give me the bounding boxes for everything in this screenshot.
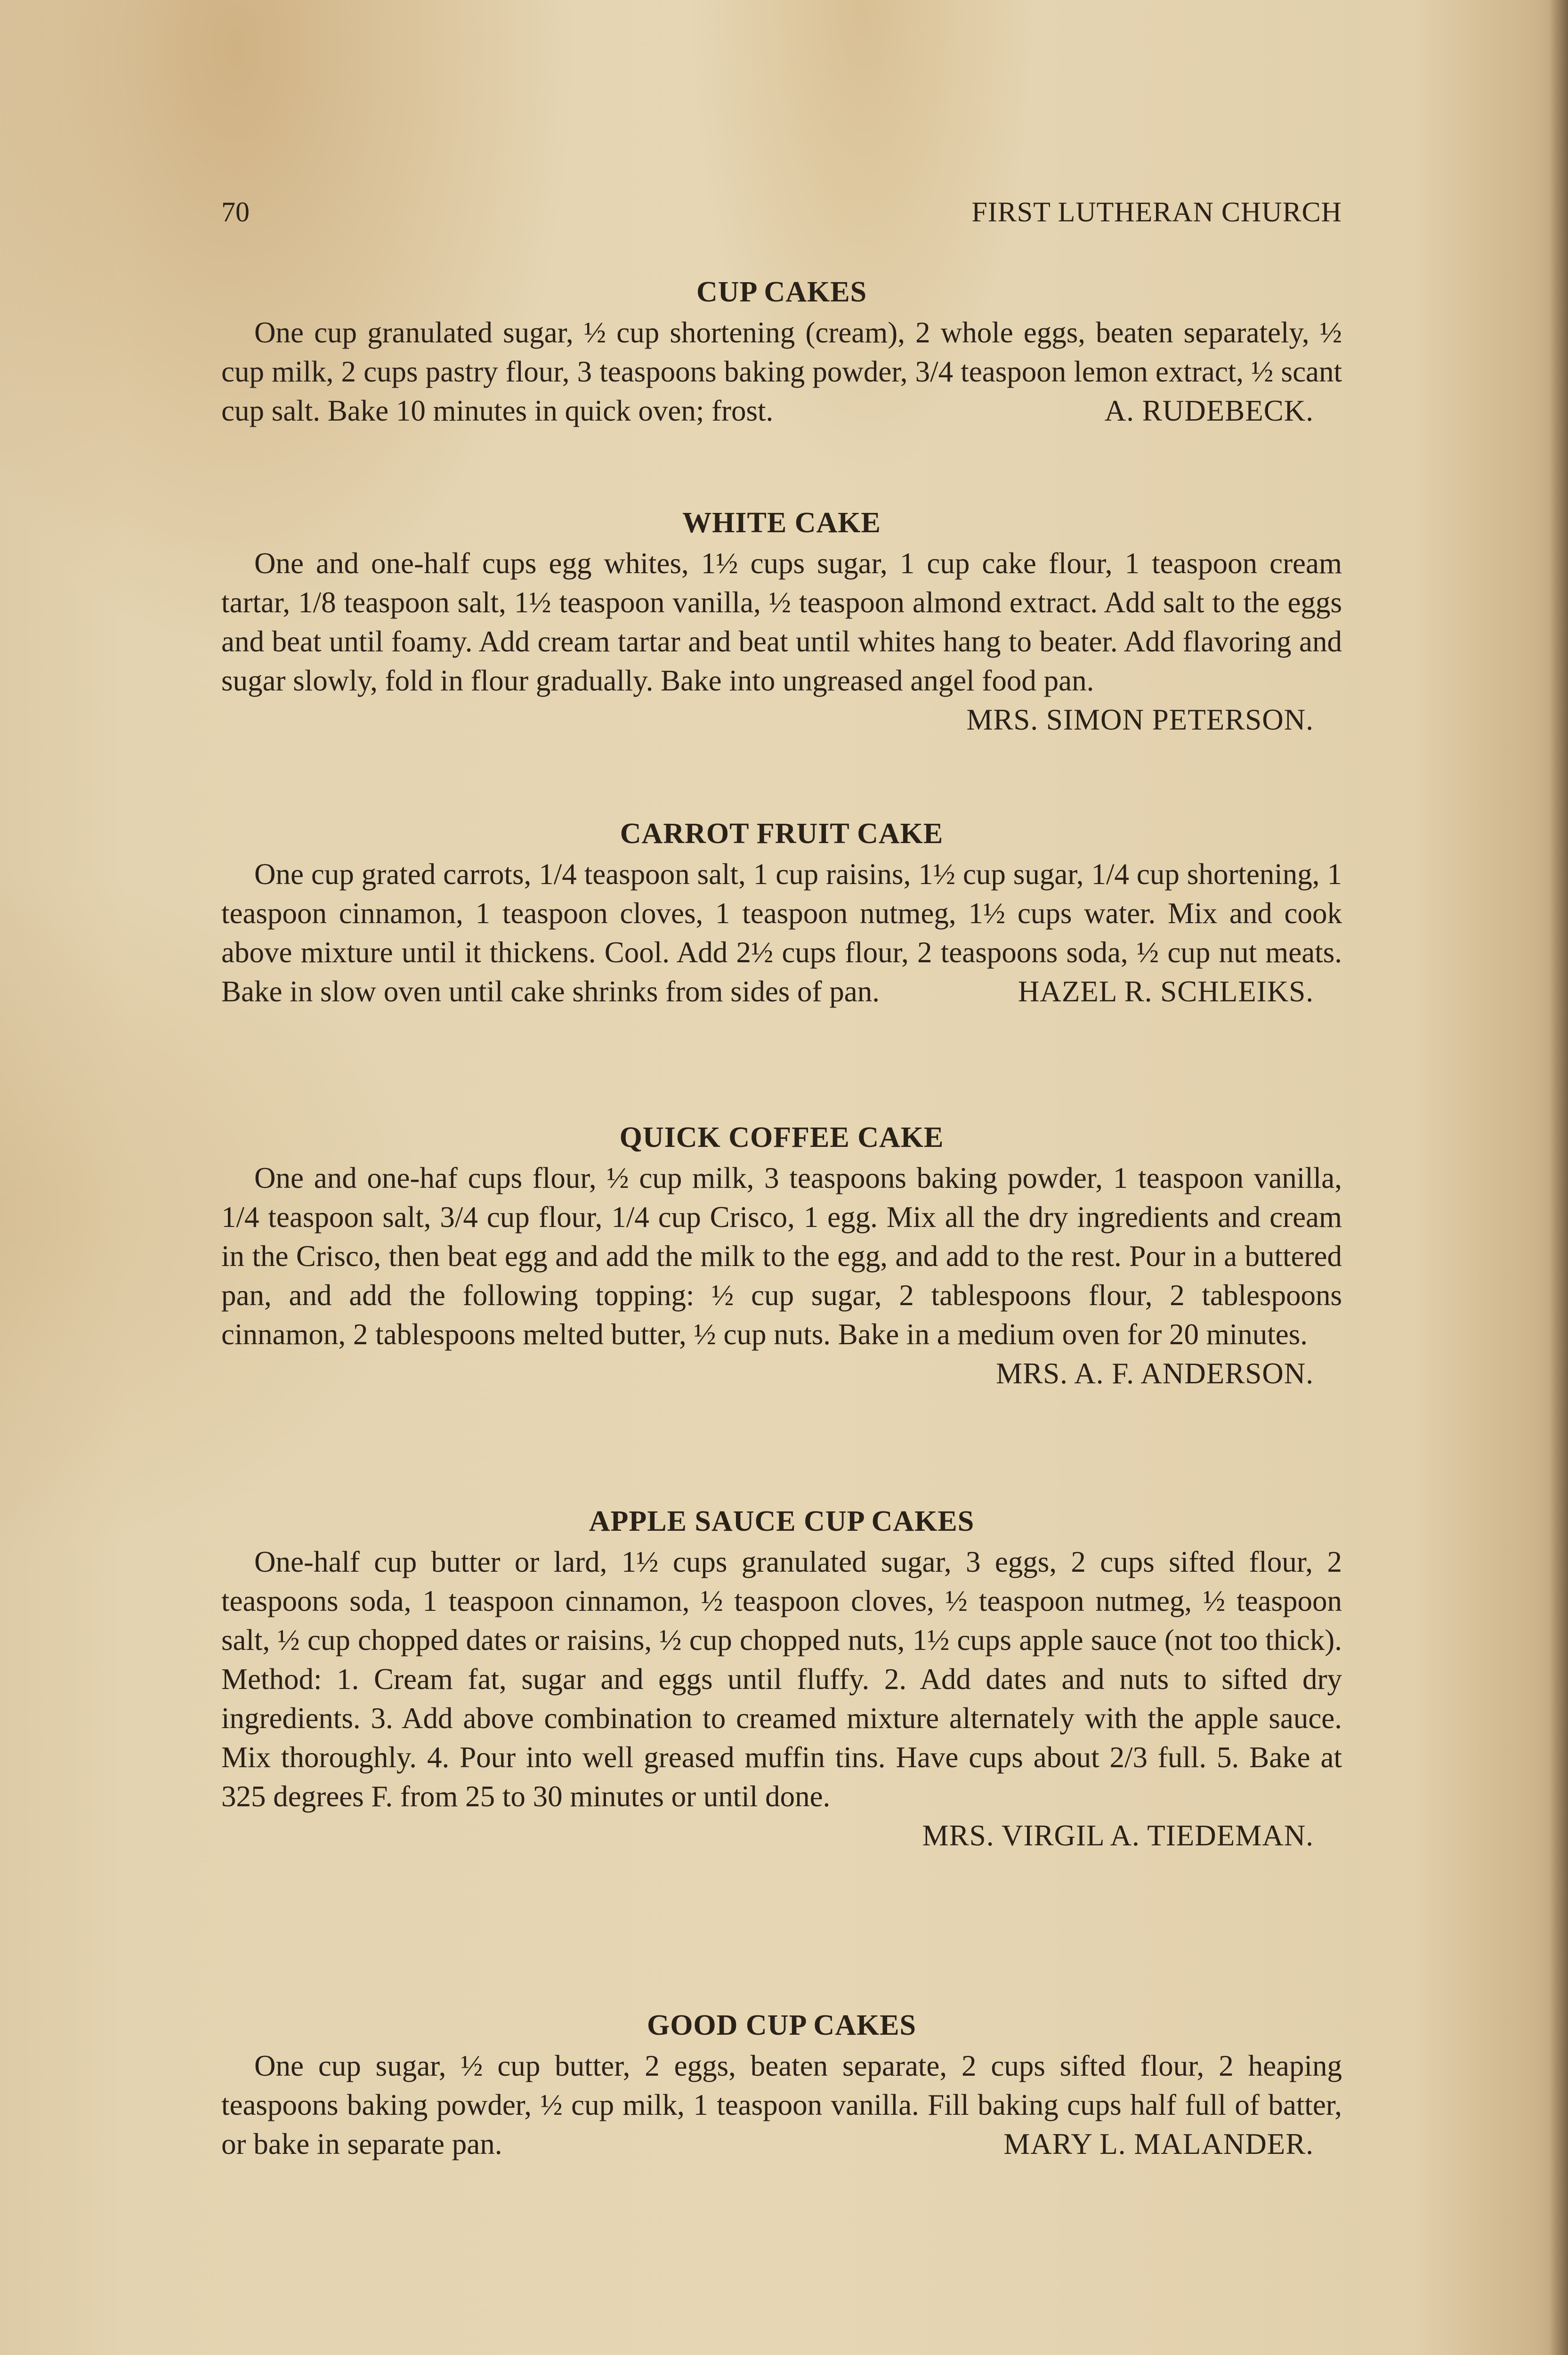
recipe-white-cake [221,502,1342,739]
recipe-text: One cup grated carrots, 1/4 teaspoon salt, 1 cup raisins, 1½ cup sugar, 1/4 cup shortening, 1 teaspoon cinnamon, 1 teaspoon cloves, 1 teaspoon nutmeg, 1½ cups water. Mix and cook above mixture until it thickens. Cool. Add 2½ cups flour, 2 teaspoons soda, ½ cup nut meats. Bake in slow oven until cake shrinks from sides of pan. [221,858,1342,1008]
recipe-body [221,544,1342,736]
recipe-body [221,313,1342,430]
page-number: 70 [221,196,250,227]
recipe-title: CUP CAKES [696,276,867,308]
page-spine-shadow [1549,0,1568,2355]
recipe-title: GOOD CUP CAKES [647,2009,917,2041]
recipe-carrot-fruit-cake [221,812,1342,1011]
recipe-author: A. RUDEBECK. [1104,394,1314,427]
recipe-quick-coffee-cake [221,1116,1342,1393]
recipe-title: CARROT FRUIT CAKE [620,818,944,850]
recipe-author: MRS. SIMON PETERSON. [966,703,1314,736]
recipe-author: HAZEL R. SCHLEIKS. [1018,975,1314,1008]
recipe-text: One cup sugar, ½ cup butter, 2 eggs, beaten separate, 2 cups sifted flour, 2 heaping teaspoons baking powder, ½ cup milk, 1 teaspoon vanilla. Fill baking cups half full of batter, or bake in separate pan. [221,2049,1342,2160]
recipe-author: MRS. A. F. ANDERSON. [996,1357,1314,1390]
recipe-title: APPLE SAUCE CUP CAKES [589,1505,975,1537]
recipe-cup-cakes [221,271,1342,430]
recipe-text: One and one-half cups egg whites, 1½ cups sugar, 1 cup cake flour, 1 teaspoon cream tartar, 1/8 teaspoon salt, 1½ teaspoon vanilla, ½ teaspoon almond extract. Add salt to the eggs and beat until foamy. Add cream tartar and beat until whites hang to beater. Add flavoring and sugar slowly, fold in flour gradually. Bake into ungreased angel food pan. [221,547,1342,697]
recipe-body [221,855,1342,1011]
page-header [221,188,1342,236]
recipe-author: MRS. VIRGIL A. TIEDEMAN. [922,1819,1314,1852]
recipe-body [221,1159,1342,1390]
recipe-title: QUICK COFFEE CAKE [619,1121,944,1153]
recipe-good-cup-cakes [221,2004,1342,2164]
recipe-apple-sauce-cup-cakes [221,1500,1342,1855]
recipe-author: MARY L. MALANDER. [1003,2128,1314,2160]
recipe-body [221,2046,1342,2164]
running-title: FIRST LUTHERAN CHURCH [971,196,1342,227]
recipe-text: One and one-haf cups flour, ½ cup milk, 3 teaspoons baking powder, 1 teaspoon vanilla, 1/4 teaspoon salt, 3/4 cup flour, 1/4 cup Crisco, 1 egg. Mix all the dry ingredients and cream in the Crisco, then beat egg and add the milk to the egg, and add to the rest. Pour in a buttered pan, and add the following topping: ½ cup sugar, 2 tablespoons flour, 2 tablespoons cinnamon, 2 tablespoons melted butter, ½ cup nuts. Bake in a medium oven for 20 minutes. [221,1161,1342,1351]
recipe-text: One cup granulated sugar, ½ cup shortening (cream), 2 whole eggs, beaten separately, ½ cup milk, 2 cups pastry flour, 3 teaspoons baking powder, 3/4 teaspoon lemon extract, ½ scant cup salt. Bake 10 minutes in quick oven; frost. [221,316,1342,427]
recipe-body: One-half cup butter or lard, 1½ cups granulated sugar, 3 eggs, 2 cups sifted flour, 2 teaspoons soda, 1 teaspoon cinnamon, ½ teaspoon cloves, ½ teaspoon nutmeg, ½ teaspoon salt, ½ cup chopped dates or raisins, ½ cup chopped nuts, 1½ cups apple sauce (not too thick). Method: 1. Cream fat, sugar and eggs until fluffy. 2. Add dates and nuts to sifted dry ingredients. 3. Add above combination to creamed mixture alternately with the apple sauce. Mix thoroughly. 4. Pour into well greased muffin tins. Have cups about 2/3 full. 5. Bake at 325 degrees F. from 25 to 30 minutes or until done. [221,1545,1342,1813]
recipe-title: WHITE CAKE [682,507,881,539]
